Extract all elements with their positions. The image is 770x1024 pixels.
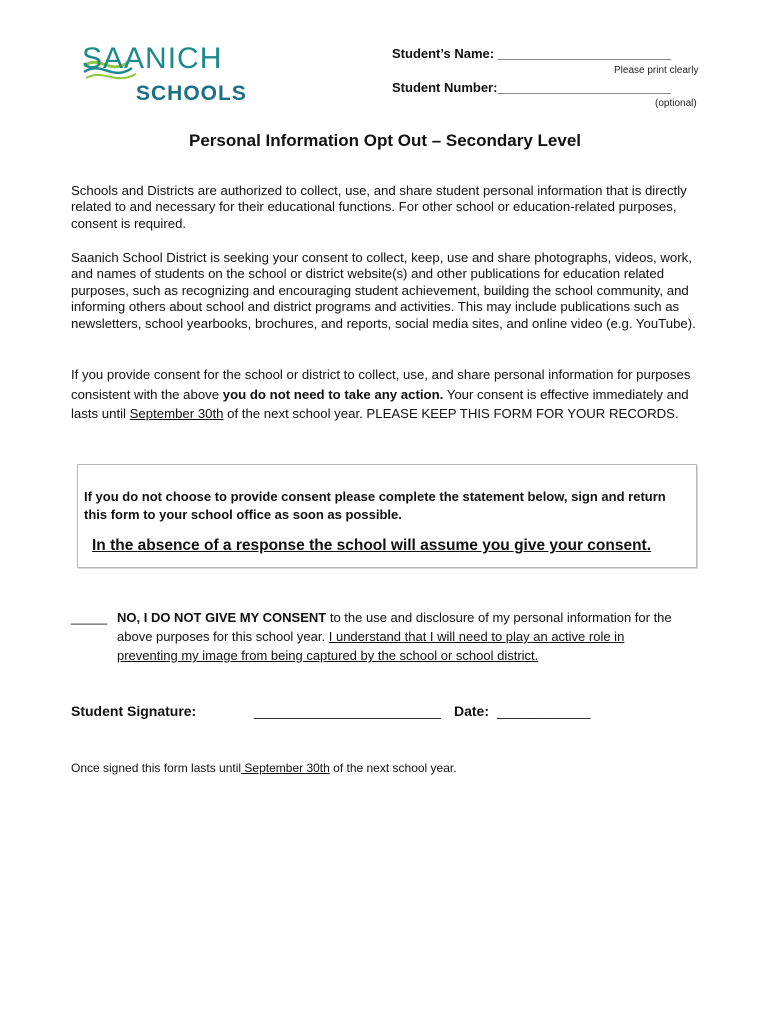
page-title: Personal Information Opt Out – Secondary Level (188, 131, 582, 150)
consent-checkbox-blank[interactable]: _____ (71, 610, 108, 625)
notice-absence-statement: In the absence of a response the school will assume you give your consent. (92, 537, 652, 554)
intro-paragraph: Schools and Districts are authorized to collect, use, and share student personal information that is directly related to and necessary for their educational functions. For other school or education-related purposes, consent is required. (71, 183, 687, 231)
consent-statement-text: to the use and disclosure of my personal information for the above purposes for this school year. (117, 610, 672, 644)
consent-statement (117, 608, 677, 665)
consent-no-action-text: you do not need to take any action. (222, 386, 444, 402)
notice-box (77, 464, 697, 568)
logo-graphic (80, 36, 250, 106)
consent-action-text-3: of the next school year. PLEASE KEEP THIS FORM FOR YOUR RECORDS. (223, 406, 679, 421)
footer-note (71, 761, 457, 775)
consent-request-paragraph: Saanich School District is seeking your consent to collect, keep, use and share photographs, videos, work, and names of students on the school or district website(s) and other publications for education related purposes, such as recognizing and encouraging student achievement, building the school community, and informing others about school and district programs and activities. This may include publications such as newsletters, school yearbooks, brochures, and reports, social media sites, and online video (e.g. YouTube). (71, 250, 696, 331)
student-name-field[interactable]: Student’s Name: ________________________ (392, 46, 672, 61)
signature-field[interactable]: ________________________ (254, 703, 441, 719)
student-number-note: (optional) (655, 98, 697, 109)
logo-line2: SCHOOLS (136, 82, 247, 105)
consent-action-text-1: If you provide consent for the school or district to collect, use, and share personal information for purposes consistent with the above (71, 367, 691, 402)
consent-action-paragraph (71, 365, 711, 424)
saanich-schools-logo (80, 36, 250, 106)
footer-text-2: of the next school year. (329, 761, 457, 775)
date-label: Date: (454, 703, 490, 719)
footer-date: September 30th (241, 761, 330, 775)
consent-action-text-2: Your consent is effective immediately and lasts until (71, 386, 689, 421)
signature-label: Student Signature: (71, 703, 197, 719)
logo-line1: SAANICH (82, 42, 223, 75)
student-name-note: Please print clearly (614, 65, 699, 76)
footer-text-1: Once signed this form lasts until (71, 761, 242, 775)
consent-understanding-text: I understand that I will need to play an active role in preventing my image from being captured by the school or school district. (117, 629, 625, 663)
date-field[interactable]: ____________ (497, 703, 591, 719)
student-number-field[interactable]: Student Number:________________________ (392, 80, 671, 95)
notice-instruction: If you do not choose to provide consent please complete the statement below, sign and return this form to your school office as soon as possible. (84, 489, 666, 522)
consent-refusal-heading: NO, I DO NOT GIVE MY CONSENT (117, 610, 327, 625)
consent-expiry-date: September 30th (129, 406, 224, 421)
